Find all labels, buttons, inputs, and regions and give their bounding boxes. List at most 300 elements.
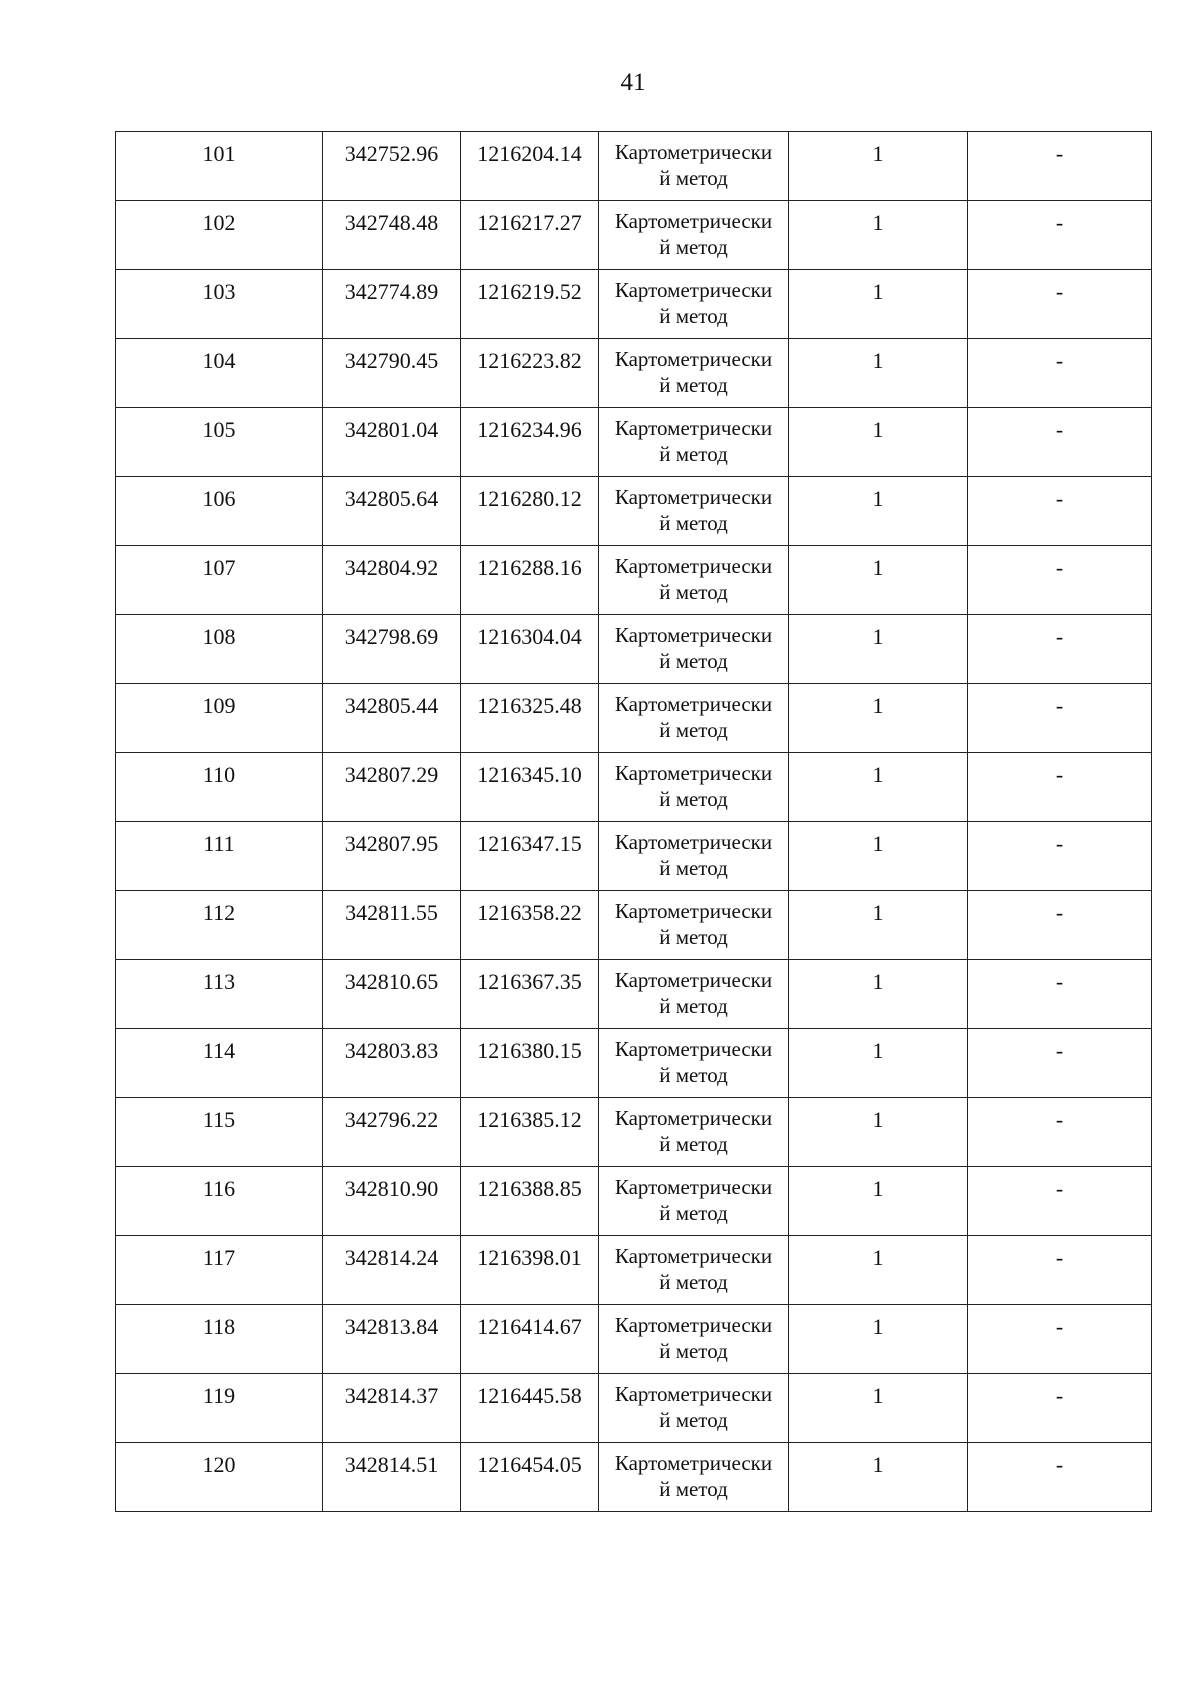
y-coordinate-cell	[461, 1374, 599, 1443]
note-value: -	[1055, 830, 1064, 856]
accuracy-cell	[789, 1443, 968, 1512]
x-coordinate: 342803.83	[344, 1037, 439, 1063]
y-coordinate: 1216445.58	[477, 1382, 582, 1408]
y-coordinate-cell	[461, 1443, 599, 1512]
point-number: 117	[202, 1244, 236, 1270]
method-line-1: Картометрически	[614, 692, 773, 716]
point-number-cell	[116, 753, 323, 822]
note-cell	[968, 1374, 1152, 1443]
method-line-2: й метод	[659, 1201, 728, 1225]
table-row	[116, 1167, 1152, 1236]
note-value: -	[1055, 1244, 1064, 1270]
method-cell	[599, 408, 789, 477]
method-line-2: й метод	[659, 649, 728, 673]
x-coordinate: 342774.89	[344, 278, 439, 304]
y-coordinate: 1216367.35	[477, 968, 582, 994]
table-row	[116, 615, 1152, 684]
table-row	[116, 132, 1152, 201]
x-coordinate-cell	[323, 1374, 461, 1443]
point-number: 108	[202, 623, 236, 649]
method-line-1: Картометрически	[614, 1106, 773, 1130]
accuracy-cell	[789, 1374, 968, 1443]
method-text	[599, 1243, 788, 1295]
point-number: 104	[202, 347, 236, 373]
point-number-cell	[116, 1443, 323, 1512]
point-number-cell	[116, 1029, 323, 1098]
note-cell	[968, 1029, 1152, 1098]
note-cell	[968, 615, 1152, 684]
table-row	[116, 753, 1152, 822]
method-line-1: Картометрически	[614, 416, 773, 440]
method-cell	[599, 270, 789, 339]
note-cell	[968, 1167, 1152, 1236]
x-coordinate-cell	[323, 1167, 461, 1236]
accuracy-value: 1	[872, 1037, 884, 1063]
x-coordinate-cell	[323, 684, 461, 753]
y-coordinate: 1216304.04	[477, 623, 582, 649]
point-number-cell	[116, 132, 323, 201]
point-number-cell	[116, 408, 323, 477]
point-number: 101	[202, 140, 236, 166]
y-coordinate: 1216325.48	[477, 692, 582, 718]
accuracy-value: 1	[872, 278, 884, 304]
table-row	[116, 1029, 1152, 1098]
method-cell	[599, 477, 789, 546]
note-value: -	[1055, 761, 1064, 787]
note-cell	[968, 753, 1152, 822]
accuracy-cell	[789, 132, 968, 201]
accuracy-cell	[789, 684, 968, 753]
method-line-1: Картометрически	[614, 347, 773, 371]
y-coordinate-cell	[461, 1305, 599, 1374]
method-line-1: Картометрически	[614, 899, 773, 923]
method-text	[599, 898, 788, 950]
method-line-1: Картометрически	[614, 968, 773, 992]
method-text	[599, 1381, 788, 1433]
method-line-2: й метод	[659, 1270, 728, 1294]
accuracy-value: 1	[872, 140, 884, 166]
method-cell	[599, 339, 789, 408]
y-coordinate: 1216398.01	[477, 1244, 582, 1270]
table-row	[116, 270, 1152, 339]
point-number: 106	[202, 485, 236, 511]
method-text	[599, 1036, 788, 1088]
x-coordinate: 342807.95	[344, 830, 439, 856]
note-value: -	[1055, 968, 1064, 994]
method-line-2: й метод	[659, 580, 728, 604]
x-coordinate-cell	[323, 1236, 461, 1305]
x-coordinate: 342814.24	[344, 1244, 439, 1270]
point-number-cell	[116, 822, 323, 891]
method-line-1: Картометрически	[614, 830, 773, 854]
accuracy-cell	[789, 960, 968, 1029]
note-value: -	[1055, 899, 1064, 925]
method-line-2: й метод	[659, 925, 728, 949]
x-coordinate-cell	[323, 408, 461, 477]
method-line-2: й метод	[659, 787, 728, 811]
y-coordinate-cell	[461, 201, 599, 270]
x-coordinate: 342804.92	[344, 554, 439, 580]
x-coordinate: 342807.29	[344, 761, 439, 787]
method-cell	[599, 684, 789, 753]
note-value: -	[1055, 485, 1064, 511]
method-cell	[599, 132, 789, 201]
note-value: -	[1055, 1313, 1064, 1339]
x-coordinate-cell	[323, 132, 461, 201]
coordinates-table-body	[116, 132, 1152, 1512]
method-text	[599, 346, 788, 398]
method-line-2: й метод	[659, 1477, 728, 1501]
table-row	[116, 408, 1152, 477]
note-cell	[968, 132, 1152, 201]
method-text	[599, 1312, 788, 1364]
note-value: -	[1055, 1382, 1064, 1408]
note-value: -	[1055, 416, 1064, 442]
note-cell	[968, 270, 1152, 339]
accuracy-value: 1	[872, 1106, 884, 1132]
method-line-1: Картометрически	[614, 1313, 773, 1337]
method-text	[599, 1450, 788, 1502]
accuracy-value: 1	[872, 1175, 884, 1201]
y-coordinate: 1216234.96	[477, 416, 582, 442]
method-text	[599, 1105, 788, 1157]
method-line-2: й метод	[659, 1408, 728, 1432]
method-text	[599, 967, 788, 1019]
method-line-1: Картометрически	[614, 209, 773, 233]
accuracy-cell	[789, 201, 968, 270]
accuracy-value: 1	[872, 830, 884, 856]
note-cell	[968, 546, 1152, 615]
point-number-cell	[116, 339, 323, 408]
method-line-1: Картометрически	[614, 140, 773, 164]
method-line-2: й метод	[659, 856, 728, 880]
y-coordinate: 1216345.10	[477, 761, 582, 787]
y-coordinate: 1216454.05	[477, 1451, 582, 1477]
x-coordinate: 342801.04	[344, 416, 439, 442]
table-row	[116, 339, 1152, 408]
y-coordinate: 1216414.67	[477, 1313, 582, 1339]
note-cell	[968, 891, 1152, 960]
method-cell	[599, 822, 789, 891]
point-number: 119	[202, 1382, 236, 1408]
y-coordinate-cell	[461, 753, 599, 822]
x-coordinate: 342798.69	[344, 623, 439, 649]
x-coordinate: 342811.55	[345, 899, 438, 925]
page-number: 41	[620, 69, 646, 96]
method-cell	[599, 1443, 789, 1512]
x-coordinate-cell	[323, 1305, 461, 1374]
method-text	[599, 208, 788, 260]
method-line-1: Картометрически	[614, 1451, 773, 1475]
method-cell	[599, 1374, 789, 1443]
x-coordinate-cell	[323, 201, 461, 270]
method-cell	[599, 891, 789, 960]
accuracy-value: 1	[872, 1313, 884, 1339]
method-line-1: Картометрически	[614, 554, 773, 578]
method-line-2: й метод	[659, 718, 728, 742]
method-line-1: Картометрически	[614, 761, 773, 785]
method-line-2: й метод	[659, 1063, 728, 1087]
x-coordinate-cell	[323, 270, 461, 339]
note-value: -	[1055, 554, 1064, 580]
method-text	[599, 622, 788, 674]
coordinates-table	[115, 131, 1152, 1512]
point-number: 115	[202, 1106, 236, 1132]
point-number-cell	[116, 1374, 323, 1443]
method-line-1: Картометрически	[614, 1382, 773, 1406]
note-value: -	[1055, 1175, 1064, 1201]
method-line-2: й метод	[659, 1132, 728, 1156]
accuracy-cell	[789, 270, 968, 339]
accuracy-cell	[789, 753, 968, 822]
accuracy-value: 1	[872, 692, 884, 718]
x-coordinate-cell	[323, 1443, 461, 1512]
y-coordinate-cell	[461, 546, 599, 615]
x-coordinate: 342790.45	[344, 347, 439, 373]
point-number: 116	[202, 1175, 236, 1201]
accuracy-cell	[789, 891, 968, 960]
y-coordinate-cell	[461, 684, 599, 753]
accuracy-value: 1	[872, 899, 884, 925]
y-coordinate: 1216223.82	[477, 347, 582, 373]
x-coordinate: 342805.64	[344, 485, 439, 511]
y-coordinate: 1216288.16	[477, 554, 582, 580]
y-coordinate-cell	[461, 1098, 599, 1167]
x-coordinate-cell	[323, 1098, 461, 1167]
x-coordinate: 342752.96	[344, 140, 439, 166]
point-number: 112	[202, 899, 236, 925]
note-cell	[968, 201, 1152, 270]
x-coordinate-cell	[323, 960, 461, 1029]
table-row	[116, 477, 1152, 546]
point-number-cell	[116, 1305, 323, 1374]
y-coordinate-cell	[461, 822, 599, 891]
x-coordinate: 342810.90	[344, 1175, 439, 1201]
method-text	[599, 691, 788, 743]
accuracy-value: 1	[872, 485, 884, 511]
point-number-cell	[116, 1167, 323, 1236]
note-cell	[968, 960, 1152, 1029]
y-coordinate: 1216217.27	[477, 209, 582, 235]
y-coordinate-cell	[461, 270, 599, 339]
method-line-2: й метод	[659, 1339, 728, 1363]
x-coordinate: 342814.37	[344, 1382, 439, 1408]
x-coordinate-cell	[323, 546, 461, 615]
accuracy-cell	[789, 1098, 968, 1167]
y-coordinate-cell	[461, 339, 599, 408]
note-value: -	[1055, 1451, 1064, 1477]
point-number: 107	[202, 554, 236, 580]
point-number: 118	[202, 1313, 236, 1339]
y-coordinate-cell	[461, 960, 599, 1029]
point-number: 114	[202, 1037, 236, 1063]
x-coordinate: 342814.51	[344, 1451, 439, 1477]
method-cell	[599, 201, 789, 270]
x-coordinate-cell	[323, 477, 461, 546]
point-number: 111	[203, 830, 235, 856]
y-coordinate: 1216347.15	[477, 830, 582, 856]
method-cell	[599, 753, 789, 822]
accuracy-cell	[789, 1029, 968, 1098]
note-cell	[968, 822, 1152, 891]
method-line-2: й метод	[659, 511, 728, 535]
method-text	[599, 760, 788, 812]
point-number: 113	[202, 968, 236, 994]
method-cell	[599, 1029, 789, 1098]
point-number-cell	[116, 546, 323, 615]
method-line-2: й метод	[659, 994, 728, 1018]
accuracy-value: 1	[872, 1244, 884, 1270]
y-coordinate-cell	[461, 477, 599, 546]
x-coordinate: 342796.22	[344, 1106, 439, 1132]
method-line-2: й метод	[659, 442, 728, 466]
method-cell	[599, 546, 789, 615]
accuracy-cell	[789, 1305, 968, 1374]
table-row	[116, 960, 1152, 1029]
method-text	[599, 553, 788, 605]
accuracy-value: 1	[872, 416, 884, 442]
x-coordinate-cell	[323, 339, 461, 408]
table-row	[116, 822, 1152, 891]
note-value: -	[1055, 278, 1064, 304]
method-line-1: Картометрически	[614, 278, 773, 302]
method-text	[599, 139, 788, 191]
point-number-cell	[116, 891, 323, 960]
accuracy-value: 1	[872, 347, 884, 373]
method-line-1: Картометрически	[614, 485, 773, 509]
method-line-2: й метод	[659, 166, 728, 190]
accuracy-value: 1	[872, 761, 884, 787]
accuracy-value: 1	[872, 1382, 884, 1408]
table-row	[116, 201, 1152, 270]
point-number: 102	[202, 209, 236, 235]
table-row	[116, 891, 1152, 960]
accuracy-cell	[789, 1236, 968, 1305]
table-row	[116, 1305, 1152, 1374]
point-number-cell	[116, 684, 323, 753]
table-row	[116, 1374, 1152, 1443]
x-coordinate-cell	[323, 822, 461, 891]
point-number: 110	[202, 761, 236, 787]
y-coordinate-cell	[461, 1236, 599, 1305]
x-coordinate: 342813.84	[344, 1313, 439, 1339]
method-line-1: Картометрически	[614, 1037, 773, 1061]
note-value: -	[1055, 209, 1064, 235]
accuracy-value: 1	[872, 554, 884, 580]
y-coordinate-cell	[461, 408, 599, 477]
x-coordinate-cell	[323, 1029, 461, 1098]
x-coordinate-cell	[323, 891, 461, 960]
method-text	[599, 1174, 788, 1226]
note-cell	[968, 477, 1152, 546]
method-text	[599, 415, 788, 467]
accuracy-value: 1	[872, 1451, 884, 1477]
note-value: -	[1055, 623, 1064, 649]
table-row	[116, 546, 1152, 615]
note-cell	[968, 1443, 1152, 1512]
x-coordinate: 342805.44	[344, 692, 439, 718]
note-value: -	[1055, 140, 1064, 166]
point-number-cell	[116, 1236, 323, 1305]
point-number: 120	[202, 1451, 236, 1477]
note-cell	[968, 1098, 1152, 1167]
x-coordinate-cell	[323, 753, 461, 822]
note-cell	[968, 1236, 1152, 1305]
y-coordinate-cell	[461, 1167, 599, 1236]
accuracy-cell	[789, 408, 968, 477]
y-coordinate: 1216380.15	[477, 1037, 582, 1063]
method-line-1: Картометрически	[614, 1175, 773, 1199]
note-value: -	[1055, 692, 1064, 718]
y-coordinate: 1216385.12	[477, 1106, 582, 1132]
x-coordinate: 342810.65	[344, 968, 439, 994]
method-line-2: й метод	[659, 373, 728, 397]
point-number-cell	[116, 1098, 323, 1167]
method-text	[599, 277, 788, 329]
y-coordinate-cell	[461, 615, 599, 684]
accuracy-cell	[789, 339, 968, 408]
note-value: -	[1055, 1037, 1064, 1063]
accuracy-value: 1	[872, 968, 884, 994]
table-row	[116, 1443, 1152, 1512]
point-number: 105	[202, 416, 236, 442]
method-cell	[599, 1236, 789, 1305]
point-number-cell	[116, 201, 323, 270]
method-cell	[599, 1167, 789, 1236]
accuracy-cell	[789, 822, 968, 891]
method-cell	[599, 1305, 789, 1374]
method-cell	[599, 615, 789, 684]
y-coordinate-cell	[461, 132, 599, 201]
accuracy-cell	[789, 546, 968, 615]
point-number: 103	[202, 278, 236, 304]
method-line-1: Картометрически	[614, 1244, 773, 1268]
point-number-cell	[116, 477, 323, 546]
method-line-1: Картометрически	[614, 623, 773, 647]
table-row	[116, 1236, 1152, 1305]
note-cell	[968, 684, 1152, 753]
y-coordinate-cell	[461, 1029, 599, 1098]
note-value: -	[1055, 1106, 1064, 1132]
point-number-cell	[116, 615, 323, 684]
table-row	[116, 684, 1152, 753]
accuracy-cell	[789, 615, 968, 684]
x-coordinate-cell	[323, 615, 461, 684]
method-line-2: й метод	[659, 304, 728, 328]
y-coordinate: 1216219.52	[477, 278, 582, 304]
note-value: -	[1055, 347, 1064, 373]
method-text	[599, 484, 788, 536]
point-number: 109	[202, 692, 236, 718]
y-coordinate-cell	[461, 891, 599, 960]
method-cell	[599, 1098, 789, 1167]
note-cell	[968, 408, 1152, 477]
accuracy-cell	[789, 1167, 968, 1236]
y-coordinate: 1216358.22	[477, 899, 582, 925]
accuracy-cell	[789, 477, 968, 546]
y-coordinate: 1216388.85	[477, 1175, 582, 1201]
method-cell	[599, 960, 789, 1029]
note-cell	[968, 339, 1152, 408]
point-number-cell	[116, 270, 323, 339]
note-cell	[968, 1305, 1152, 1374]
point-number-cell	[116, 960, 323, 1029]
method-text	[599, 829, 788, 881]
table-row	[116, 1098, 1152, 1167]
y-coordinate: 1216204.14	[477, 140, 582, 166]
accuracy-value: 1	[872, 209, 884, 235]
y-coordinate: 1216280.12	[477, 485, 582, 511]
